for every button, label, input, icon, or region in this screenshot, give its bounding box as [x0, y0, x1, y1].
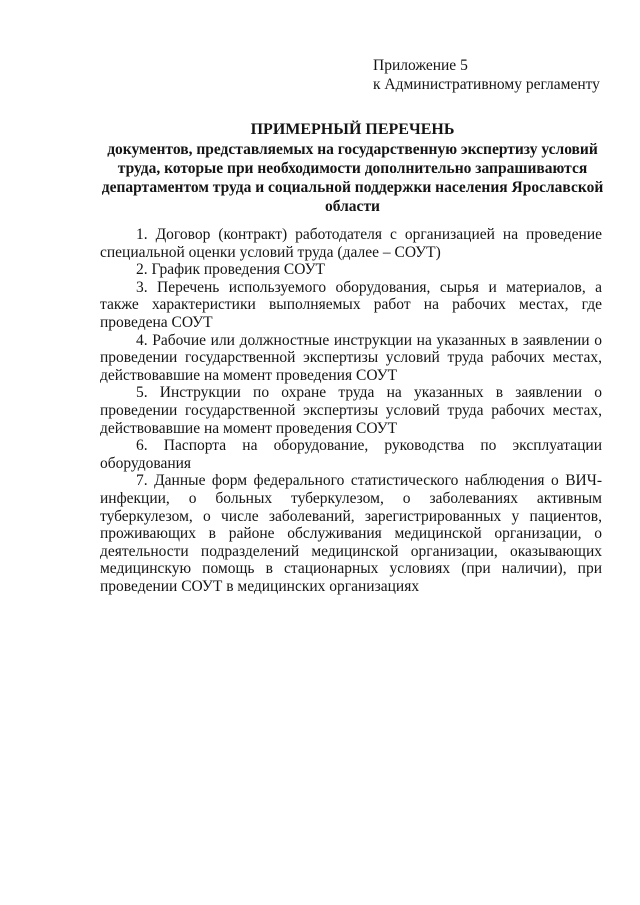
list-item: 2. График проведения СОУТ	[136, 261, 326, 279]
list-item: 5. Инструкции по охране труда на указанных в заявлении о проведении государственной экспертизы условий труда рабочих местах, действовавшие на момент проведения СОУТ	[100, 384, 602, 437]
list-item: 7. Данные форм федерального статистического наблюдения о ВИЧ-инфекции, о больных туберкулезом, о заболеваниях активным туберкулезом, о числе заболеваний, зарегистрированных у пациентов, проживающих в районе обслуживания медицинской организации, о деятельности подразделений медицинской организации, оказывающих медицинскую помощь в стационарных условиях (при наличии), при проведении СОУТ в медицинских организациях	[100, 472, 602, 595]
list-item: 1. Договор (контракт) работодателя с организацией на проведение специальной оценки условий труда (далее – СОУТ)	[100, 226, 602, 261]
list-item: 3. Перечень используемого оборудования, сырья и материалов, а также характеристики выполняемых работ на рабочих местах, где проведена СОУТ	[100, 278, 602, 331]
list-item: 4. Рабочие или должностные инструкции на указанных в заявлении о проведении государственной экспертизы условий труда рабочих местах, действовавшие на момент проведения СОУТ	[100, 331, 602, 384]
appendix-reference: к Административному регламенту	[373, 76, 600, 93]
document-subtitle: документов, представляемых на государственную экспертизу условий труда, которые при необходимости дополнительно запрашиваются департаментом труда и социальной поддержки населения Ярославской области	[101, 141, 604, 215]
document-title: ПРИМЕРНЫЙ ПЕРЕЧЕНЬ	[250, 121, 455, 138]
document-list	[100, 226, 602, 595]
appendix-number: Приложение 5	[373, 57, 468, 74]
appendix-note	[373, 56, 600, 94]
document-heading	[100, 120, 605, 216]
list-item: 6. Паспорта на оборудование, руководства по эксплуатации оборудования	[100, 437, 602, 472]
